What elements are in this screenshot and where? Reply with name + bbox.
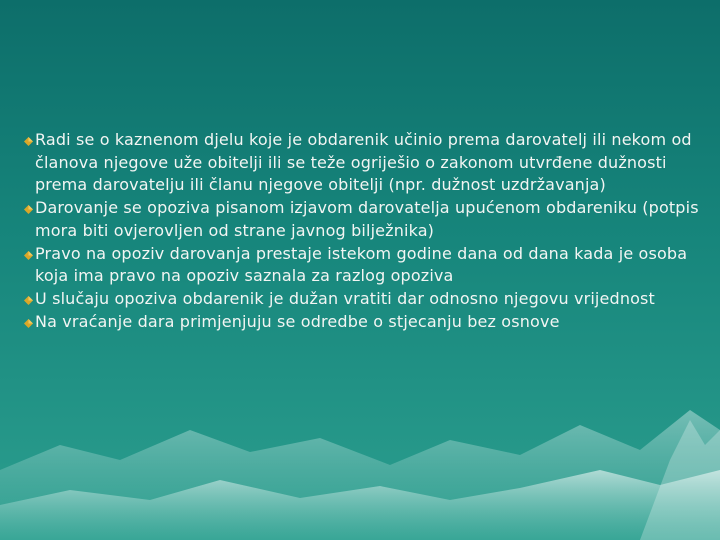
list-item — [24, 243, 714, 288]
bullet-text: Na vraćanje dara primjenjuju se odredbe o stjecanju bez osnove — [35, 311, 560, 331]
bullet-text: Radi se o kaznenom djelu koje je obdarenik učinio prema darovatelj ili nekom od članova njegove uže obitelji ili se teže ogriješio o zakonom utvrđene dužnosti prema darovatelju ili članu njegove obitelji (npr. dužnost uzdržavanja) — [35, 130, 692, 195]
list-item — [24, 311, 714, 334]
list-item — [24, 197, 714, 242]
diamond-bullet-icon — [24, 205, 33, 214]
diamond-bullet-icon — [24, 137, 33, 146]
list-item — [24, 129, 714, 197]
bullet-text: Pravo na opoziv darovanja prestaje istekom godine dana od dana kada je osoba koja ima pravo na opoziv saznala za razlog opoziva — [35, 243, 688, 286]
list-item — [24, 288, 714, 311]
bullet-text: Darovanje se opoziva pisanom izjavom darovatelja upućenom obdareniku (potpis mora biti ovjerovljen od strane javnog bilježnika) — [35, 198, 699, 240]
diamond-bullet-icon — [24, 296, 33, 305]
bullet-list — [24, 129, 714, 333]
diamond-bullet-icon — [24, 319, 33, 328]
bullet-text: U slučaju opoziva obdarenik je dužan vratiti dar odnosno njegovu vrijednost — [35, 288, 655, 308]
diamond-bullet-icon — [24, 251, 33, 260]
